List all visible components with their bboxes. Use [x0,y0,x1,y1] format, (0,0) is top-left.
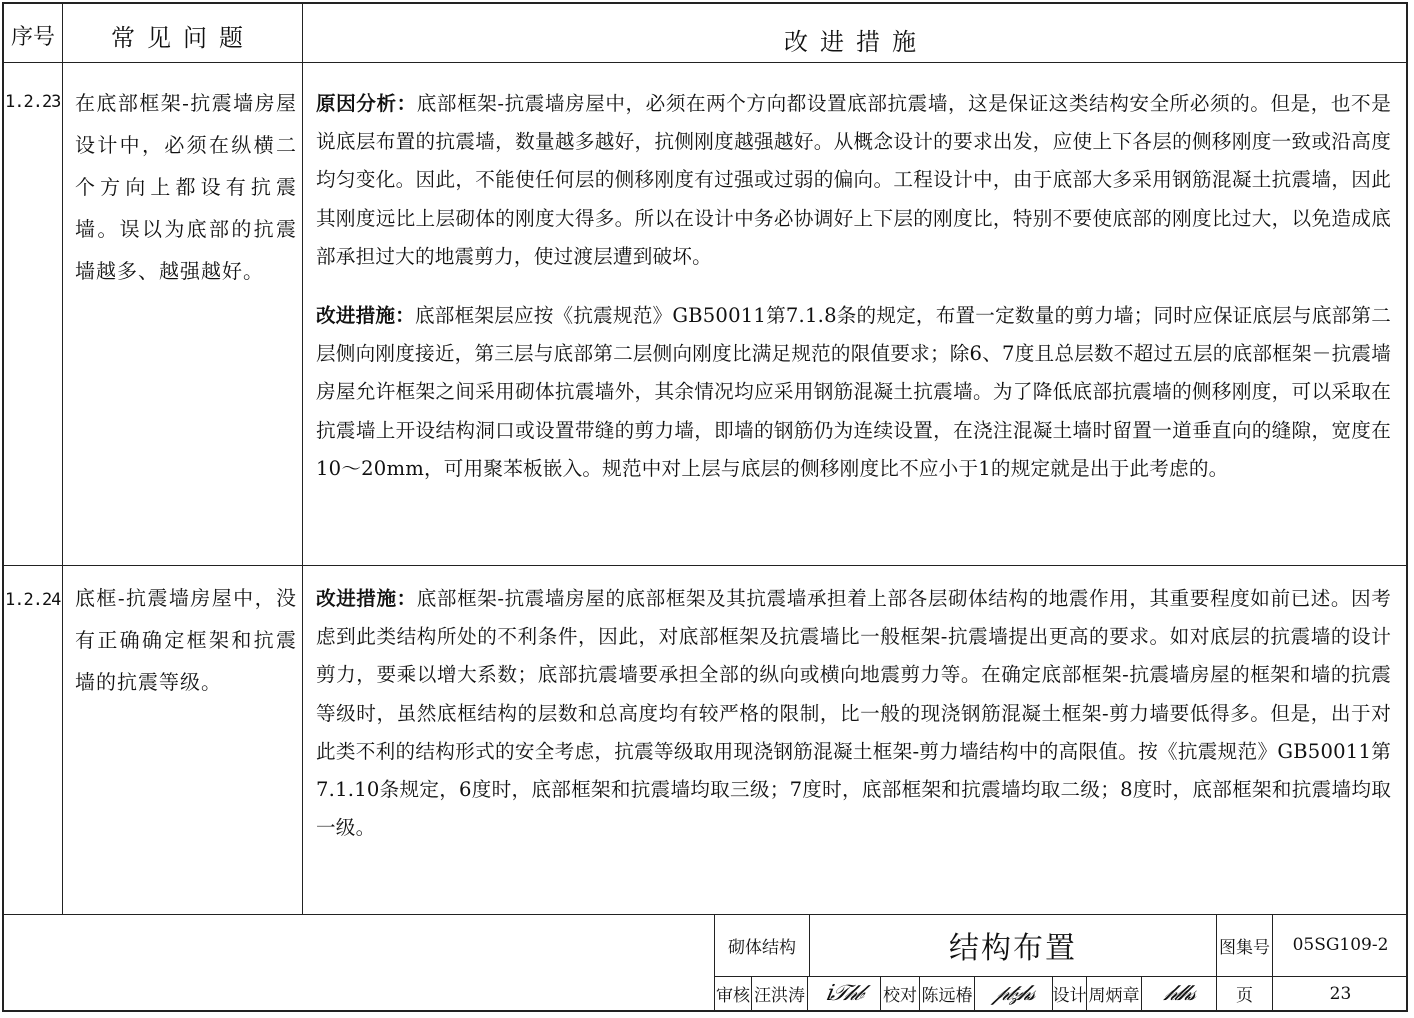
paragraph-text: 底部框架-抗震墙房屋的底部框架及其抗震墙承担着上部各层砌体结构的地震作用，其重要程度如前已述。因考虑到此类结构所处的不利条件，因此，对底部框架及抗震墙比一般框架-抗震墙提出更高的要求。如对底层的抗震墙的设计剪力，要乘以增大系数；底部抗震墙要承担全部的纵向或横向地震剪力等。在确定底部框架-抗震墙房屋的框架和墙的抗震等级时，虽然底框结构的层数和总高度均有较严格的限制，比一般的现浇钢筋混凝土框架-剪力墙要低得多。但是，出于对此类不利的结构形式的安全考虑，抗震等级取用现浇钢筋混凝土框架-剪力墙结构中的高限值。按《抗震规范》GB50011第7.1.10条规定，6度时，底部框架和抗震墙均取三级；7度时，底部框架和抗震墙均取二级；8度时，底部框架和抗震墙均取一级。 [316,587,1392,840]
measure-paragraph [316,580,1391,847]
header-issue: 常见问题 [111,24,255,52]
atlas-number: 05SG109-2 [1292,935,1389,955]
designer-name: 周炳章 [1088,986,1140,1006]
atlas-label: 图集号 [1219,937,1270,958]
signature-mark: 𝒽𝓁𝒽𝓈 [1161,981,1197,1006]
paragraph-text: 底部框架-抗震墙房屋中，必须在两个方向都设置底部抗震墙，这是保证这类结构安全所必须的。但是，也不是说底层布置的抗震墙，数量越多越好，抗侧刚度越强越好。从概念设计的要求出发，应使上下各层的侧移刚度一致或沿高度均匀变化。因此，不能使任何层的侧移刚度有过强或过弱的偏向。工程设计中，由于底部大多采用钢筋混凝土抗震墙，因此其刚度远比上层砌体的刚度大得多。所以在设计中务必协调好上下层的刚度比，特别不要使底部的刚度比过大，以免造成底部承担过大的地震剪力，使过渡层遭到破坏。 [316,92,1392,268]
category-label: 砌体结构 [728,937,796,958]
page-label: 页 [1236,986,1253,1006]
divider [2,62,1408,63]
reviewer-name: 汪洪涛 [754,986,805,1006]
review-label: 审核 [716,986,750,1006]
header-measures: 改进措施 [784,28,928,56]
signature-mark: 𝓅𝓉𝓏𝒽𝓈 [991,981,1036,1006]
reviewer-signature [808,977,880,1010]
designer-signature [1142,977,1216,1010]
design-label: 设计 [1052,986,1087,1006]
checker-name: 陈远椿 [921,986,973,1006]
issue-text: 在底部框架-抗震墙房屋设计中，必须在纵横二个方向上都设有抗震墙。误以为底部的抗震墙越多、越强越好。 [75,91,297,283]
issue-text: 底框-抗震墙房屋中，没有正确确定框架和抗震墙的抗震等级。 [75,586,297,694]
paragraph-label: 改进措施： [316,587,417,610]
divider [2,565,1408,566]
measure-paragraph [316,297,1391,488]
paragraph-label: 改进措施： [316,304,415,327]
header-no: 序号 [10,25,55,50]
check-label: 校对 [883,986,917,1006]
divider [62,2,63,914]
checker-signature [975,977,1052,1010]
row-number: 1.2.24 [5,590,61,610]
paragraph-label: 原因分析： [316,92,417,115]
drawing-title: 结构布置 [949,931,1077,966]
row-number: 1.2.23 [5,92,61,112]
paragraph-text: 底部框架层应按《抗震规范》GB50011第7.1.8条的规定，布置一定数量的剪力墙；同时应保证底层与底部第二层侧向刚度接近，第三层与底部第二层侧向刚度比满足规范的限值要求；除6、7度且总层数不超过五层的底部框架－抗震墙房屋允许框架之间采用砌体抗震墙外，其余情况均应采用钢筋混凝土抗震墙。为了降低底部抗震墙的侧移刚度，可以采取在抗震墙上开设结构洞口或设置带缝的剪力墙，即墙的钢筋仍为连续设置，在浇注混凝土墙时留置一道垂直向的缝隙，宽度在10～20mm，可用聚苯板嵌入。规范中对上层与底层的侧移刚度比不应小于1的规定就是出于此考虑的。 [316,304,1391,480]
measure-paragraph [316,85,1391,276]
page-number: 23 [1329,983,1352,1004]
signature-mark: ⅰ𝒯𝒽𝒷 [824,981,864,1006]
divider [302,2,303,914]
